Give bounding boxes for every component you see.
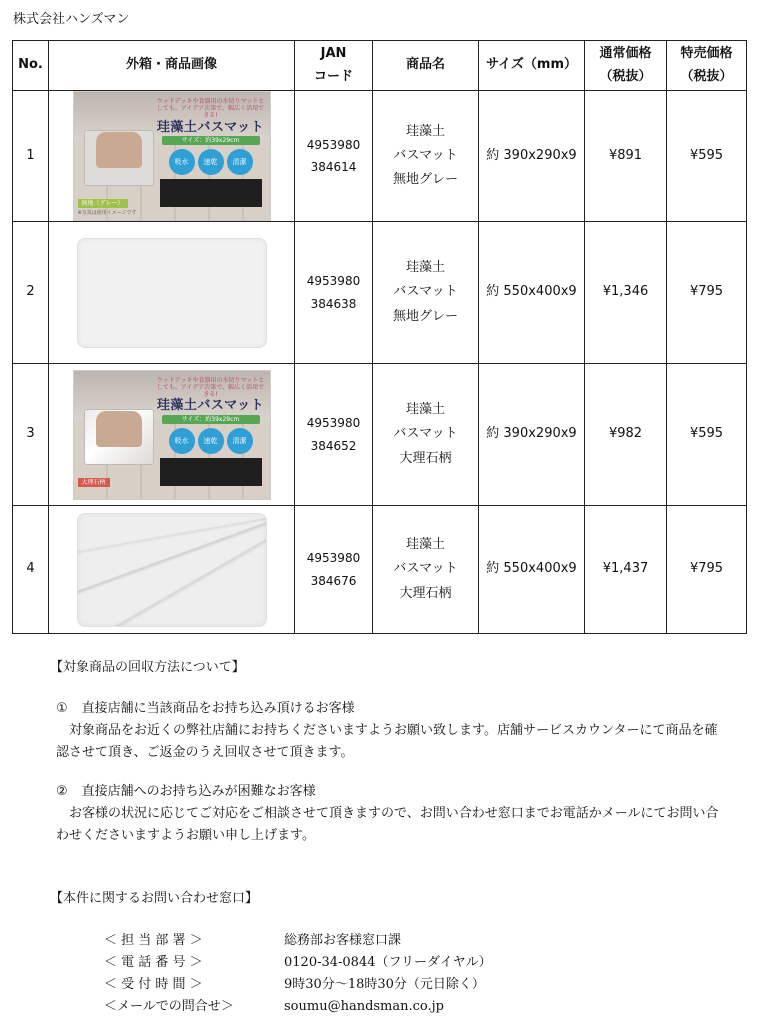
header-jan: JAN コード xyxy=(295,41,373,91)
row-number: 1 xyxy=(13,91,49,222)
product-size: 約 550x400x9 xyxy=(479,222,585,364)
feature-drop-icon: 吸水 xyxy=(169,149,195,175)
package-image xyxy=(73,91,271,221)
product-image-cell xyxy=(49,91,295,222)
contact-row-email xyxy=(104,996,492,1018)
product-size: 約 390x290x9 xyxy=(479,364,585,506)
header-sale-price: 特売価格 （税抜） xyxy=(667,41,747,91)
package-variant-label: 無地（グレー） xyxy=(78,199,128,208)
product-photo xyxy=(77,513,267,627)
package-size-bar: サイズ：約39x29cm xyxy=(162,415,260,424)
package-variant-label: 大理石柄 xyxy=(78,478,110,487)
contact-row-department xyxy=(104,930,492,952)
sale-price: ¥595 xyxy=(667,91,747,222)
product-image-cell xyxy=(49,222,295,364)
company-name: 株式会社ハンズマン xyxy=(13,12,130,27)
product-image-cell xyxy=(49,364,295,506)
feature-drop-icon: 吸水 xyxy=(169,428,195,454)
package-image xyxy=(73,370,271,500)
item-number: ② xyxy=(56,784,68,799)
product-size: 約 550x400x9 xyxy=(479,506,585,634)
table-row xyxy=(13,222,747,364)
item-heading: 直接店舗に当該商品をお持ち込み頂けるお客様 xyxy=(81,701,355,716)
row-number: 4 xyxy=(13,506,49,634)
jan-code: 4953980 384614 xyxy=(295,91,373,222)
product-name: 珪藻土 バスマット 大理石柄 xyxy=(373,506,479,634)
product-table xyxy=(12,40,747,634)
contact-row-hours xyxy=(104,974,492,996)
item-heading: 直接店舗へのお持ち込みが困難なお客様 xyxy=(81,784,316,799)
regular-price: ¥982 xyxy=(585,364,667,506)
recovery-item-2 xyxy=(56,781,726,847)
header-regular-price: 通常価格 （税抜） xyxy=(585,41,667,91)
header-no: No. xyxy=(13,41,49,91)
sale-price: ¥795 xyxy=(667,222,747,364)
table-row xyxy=(13,364,747,506)
package-tagline: ウッドデッキや食器用の水切りマットとしても。アイデア次第で、幅広く活用できる! xyxy=(156,98,265,120)
jan-code: 4953980 384652 xyxy=(295,364,373,506)
table-row xyxy=(13,506,747,634)
row-number: 3 xyxy=(13,364,49,506)
jan-code: 4953980 384676 xyxy=(295,506,373,634)
sale-price: ¥795 xyxy=(667,506,747,634)
sale-price: ¥595 xyxy=(667,364,747,506)
recovery-item-1 xyxy=(56,698,726,764)
package-size-bar: サイズ：約39x29cm xyxy=(162,136,260,145)
contact-value: 9時30分～18時30分（元日除く） xyxy=(284,977,485,992)
contact-value: 総務部お客様窓口課 xyxy=(284,933,402,948)
package-brand: 珪藻土バスマット xyxy=(156,398,265,414)
contact-section-title: 【本件に関するお問い合わせ窓口】 xyxy=(50,891,259,906)
regular-price: ¥1,346 xyxy=(585,222,667,364)
header-name: 商品名 xyxy=(373,41,479,91)
item-body: お客様の状況に応じてご対応をご相談させて頂きますので、お問い合わせ窓口までお電話かメールにてお問い合わせくださいますようお願い申し上げます。 xyxy=(56,806,719,843)
contact-label: ＜ 電 話 番 号 ＞ xyxy=(104,955,203,970)
product-image-cell xyxy=(49,506,295,634)
contact-list xyxy=(104,930,492,1018)
contact-label: ＜メールでの問合せ＞ xyxy=(104,999,234,1014)
regular-price: ¥891 xyxy=(585,91,667,222)
feature-drop-icon: 速乾 xyxy=(198,149,224,175)
feature-drop-icon: 清潔 xyxy=(227,149,253,175)
table-row xyxy=(13,91,747,222)
package-brand: 珪藻土バスマット xyxy=(156,119,265,135)
regular-price: ¥1,437 xyxy=(585,506,667,634)
table-header-row xyxy=(13,41,747,91)
product-photo xyxy=(77,238,267,348)
item-body: 対象商品をお近くの弊社店舗にお持ちくださいますようお願い致します。店舗サービスカウンターにて商品を確認させて頂き、ご返金のうえ回収させて頂きます。 xyxy=(56,723,718,760)
feature-drop-icon: 速乾 xyxy=(198,428,224,454)
contact-label: ＜ 受 付 時 間 ＞ xyxy=(104,977,203,992)
contact-value: 0120-34-0844（フリーダイヤル） xyxy=(284,955,492,970)
contact-row-phone xyxy=(104,952,492,974)
jan-code: 4953980 384638 xyxy=(295,222,373,364)
product-name: 珪藻土 バスマット 無地グレー xyxy=(373,222,479,364)
row-number: 2 xyxy=(13,222,49,364)
header-size: サイズ（mm） xyxy=(479,41,585,91)
package-tagline: ウッドデッキや食器用の水切りマットとしても。アイデア次第で、幅広く活用できる! xyxy=(156,376,265,398)
feature-drop-icon: 清潔 xyxy=(227,428,253,454)
product-name: 珪藻土 バスマット 大理石柄 xyxy=(373,364,479,506)
contact-email-link[interactable]: soumu@handsman.co.jp xyxy=(284,999,445,1014)
recovery-section-title: 【対象商品の回収方法について】 xyxy=(50,660,245,675)
product-name: 珪藻土 バスマット 無地グレー xyxy=(373,91,479,222)
item-number: ① xyxy=(56,701,68,716)
product-size: 約 390x290x9 xyxy=(479,91,585,222)
package-note: ※写真は使用イメージです xyxy=(77,209,137,216)
header-image: 外箱・商品画像 xyxy=(49,41,295,91)
contact-label: ＜ 担 当 部 署 ＞ xyxy=(104,933,203,948)
